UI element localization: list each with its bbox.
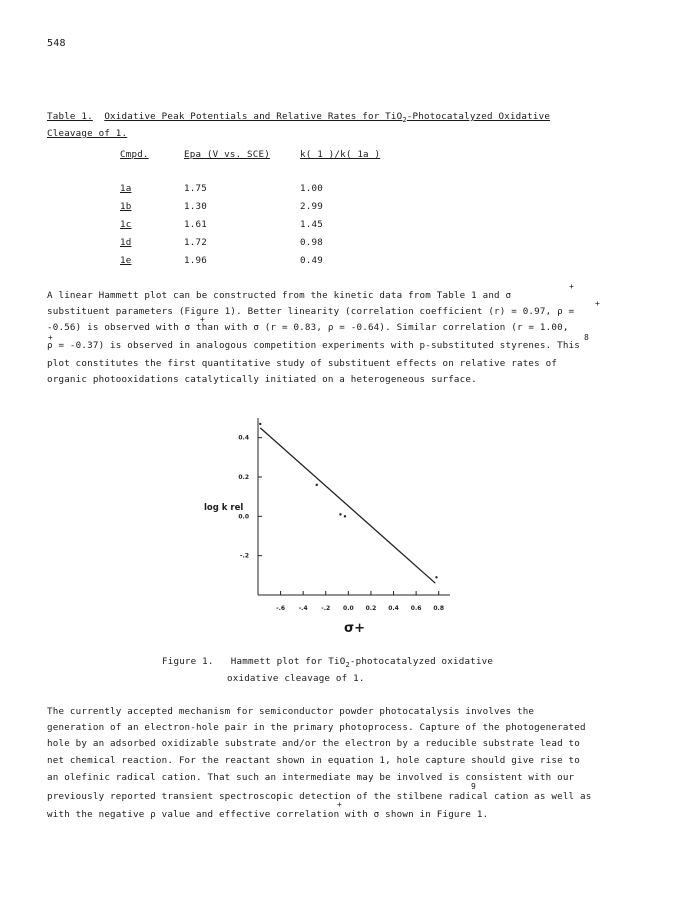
- superscript-plus: +: [337, 800, 342, 809]
- x-tick-label: 0.2: [365, 605, 377, 612]
- figure-caption-line2: oxidative cleavage of 1.: [227, 673, 365, 684]
- table-cell-cmpd: 1c: [120, 219, 132, 230]
- chart-points: [259, 423, 438, 579]
- superscript-plus: +: [200, 315, 205, 324]
- figure-caption-sub: 2: [345, 660, 350, 669]
- text-line: hole by an adsorbed oxidizable substrate and/or the electron by a reducible substrate lead to: [47, 738, 581, 749]
- figure-caption-label: Figure 1.: [162, 656, 214, 667]
- text-line: with the negative ρ value and effective correlation with σ shown in Figure 1.: [47, 809, 489, 820]
- table-cell-k: 2.99: [300, 201, 323, 212]
- table-cell-epa: 1.61: [184, 219, 207, 230]
- table-header-epa: Epa (V vs. SCE): [184, 149, 270, 160]
- data-point: [339, 513, 341, 515]
- x-tick-label: 0.8: [433, 605, 445, 612]
- text-line: generation of an electron-hole pair in the primary photoprocess. Capture of the photogenerated: [47, 722, 586, 733]
- table-cell-k: 0.49: [300, 255, 323, 266]
- y-tick-label: 0.4: [238, 434, 249, 442]
- chart-ticks: [238, 435, 444, 612]
- text-line: substituent parameters (Figure 1). Better linearity (correlation coefficient (r) = 0.97, ρ =: [47, 306, 575, 317]
- table-header-k: k( 1 )/k( 1a ): [300, 149, 381, 160]
- data-point: [316, 484, 318, 486]
- superscript-plus: +: [48, 333, 53, 342]
- y-tick-label: -.2: [240, 552, 249, 560]
- figure-caption-text2: -photocatalyzed oxidative: [349, 656, 494, 667]
- x-tick-label: 0.0: [343, 605, 354, 612]
- table-header-cmpd: Cmpd.: [120, 149, 149, 160]
- figure-caption-text: Hammett plot for TiO: [230, 656, 346, 667]
- x-tick-label: -.6: [276, 605, 286, 612]
- text-line: ρ = -0.37) is observed in analogous competition experiments with p-substituted styrenes. This: [47, 340, 581, 351]
- x-tick-label: -.4: [298, 605, 308, 612]
- page-number: 548: [47, 38, 66, 49]
- table-caption-label: Table 1.: [47, 111, 93, 122]
- table-cell-cmpd: 1a: [120, 183, 132, 194]
- y-tick-label: 0.0: [238, 513, 249, 521]
- superscript-plus: +: [569, 282, 574, 291]
- table-caption-title: Oxidative Peak Potentials and Relative Rates for TiO: [104, 111, 403, 122]
- chart-ylabel: log k rel: [204, 503, 244, 513]
- text-line: The currently accepted mechanism for semiconductor powder photocatalysis involves the: [47, 706, 535, 717]
- data-point: [344, 515, 346, 517]
- table-caption-sub: 2: [402, 115, 407, 124]
- chart-fit-line: [260, 428, 435, 583]
- table-caption-line2: Cleavage of 1.: [47, 128, 128, 139]
- regression-line: [260, 428, 435, 583]
- data-point: [259, 423, 261, 425]
- superscript-plus: +: [595, 299, 600, 308]
- superscript-ref-8: 8: [584, 333, 589, 342]
- table-cell-epa: 1.72: [184, 237, 207, 248]
- text-line: A linear Hammett plot can be constructed from the kinetic data from Table 1 and σ: [47, 290, 512, 301]
- text-line: plot constitutes the first quantitative study of substituent effects on relative rates of: [47, 358, 558, 369]
- table-cell-epa: 1.30: [184, 201, 207, 212]
- x-tick-label: 0.6: [410, 605, 422, 612]
- text-line: organic photooxidations catalytically initiated on a heterogeneous surface.: [47, 374, 477, 385]
- figure-caption: [162, 656, 493, 669]
- table-cell-cmpd: 1e: [120, 255, 132, 266]
- x-tick-label: 0.4: [388, 605, 399, 612]
- chart-axes: [258, 418, 450, 595]
- table-cell-epa: 1.96: [184, 255, 207, 266]
- table-cell-epa: 1.75: [184, 183, 207, 194]
- table-cell-cmpd: 1b: [120, 201, 132, 212]
- data-point: [435, 576, 437, 578]
- text-line: net chemical reaction. For the reactant shown in equation 1, hole capture should give rise to: [47, 755, 581, 766]
- text-line: -0.56) is observed with σ than with σ (r = 0.83, ρ = -0.64). Similar correlation (r = 1.00,: [47, 322, 569, 333]
- table-cell-k: 1.00: [300, 183, 323, 194]
- superscript-ref-9: 9: [471, 782, 476, 791]
- text-line: previously reported transient spectroscopic detection of the stilbene radical cation as well as: [47, 791, 592, 802]
- chart-xlabel: σ+: [344, 621, 366, 636]
- table-caption-title2: -Photocatalyzed Oxidative: [406, 111, 551, 122]
- y-tick-label: 0.2: [238, 474, 249, 481]
- table-cell-cmpd: 1d: [120, 237, 132, 248]
- text-line: an olefinic radical cation. That such an intermediate may be involved is consistent with our: [47, 772, 575, 783]
- table-cell-k: 0.98: [300, 237, 323, 248]
- x-tick-label: -.2: [321, 605, 331, 612]
- table-cell-k: 1.45: [300, 219, 323, 230]
